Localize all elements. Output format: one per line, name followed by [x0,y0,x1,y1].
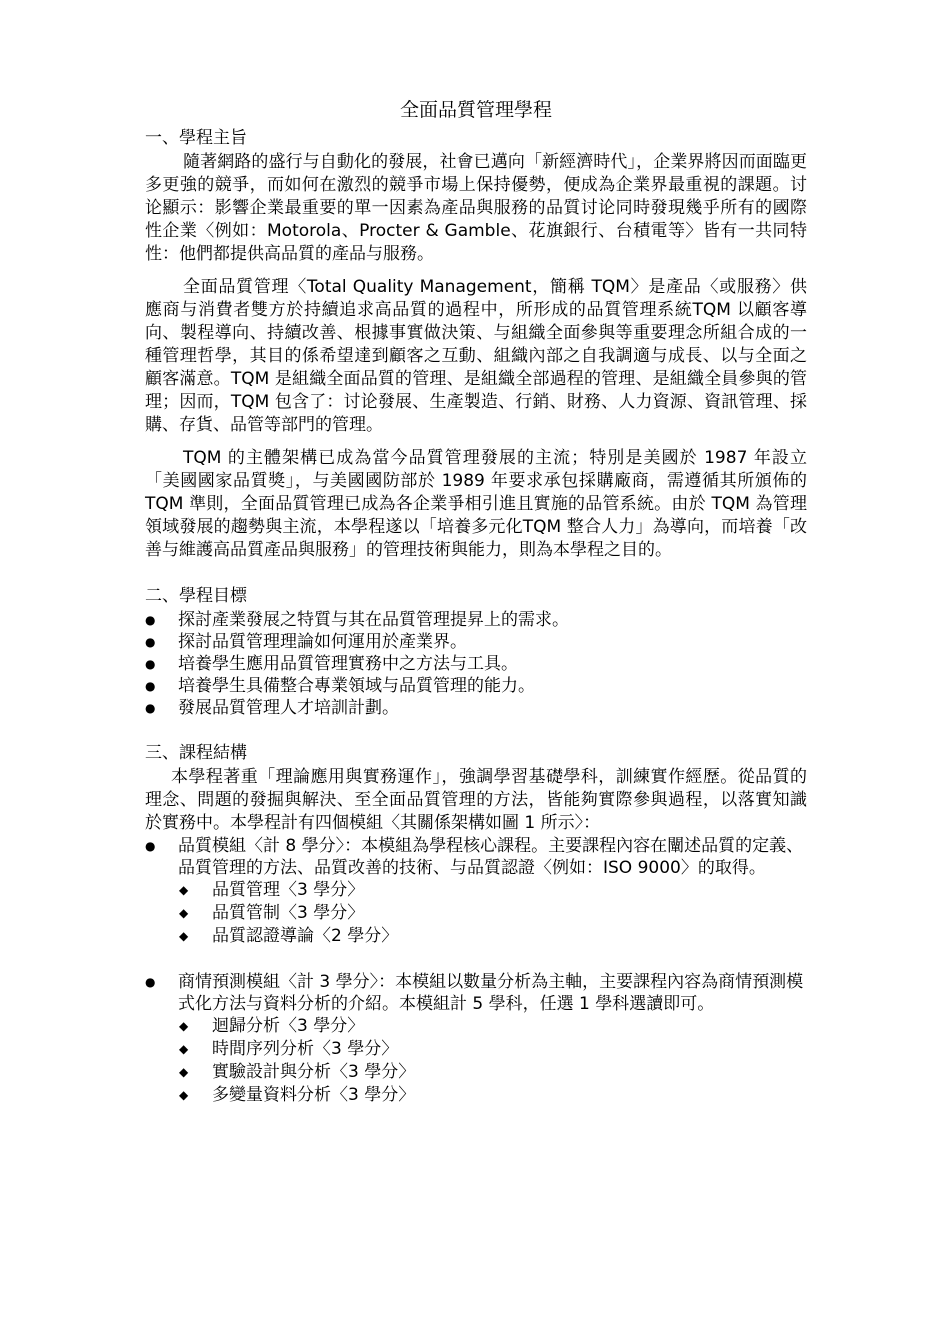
goals-list [145,609,807,719]
list-item: ● 發展品質管理人才培訓計劃。 [145,697,807,719]
list-item: ● 探討產業發展之特質与其在品質管理提昇上的需求。 [145,609,807,631]
document-page [145,96,807,1107]
course-item: ◆ 實驗設計與分析〈3 學分〉 [179,1061,807,1084]
course-list [145,1015,807,1107]
structure-intro: 本學程著重「理論應用與實務運作」，強調學習基礎學科，訓練實作經歷。從品質的理念、問題的發掘與解決、至全面品質管理的方法，皆能夠實際參與過程，以落實知識於實務中。本學程計有四個模組〈其關係架構如圖 1 所示〉： [145,767,807,833]
document-title: 全面品質管理學程 [399,99,552,121]
list-item: ● 培養學生應用品質管理實務中之方法与工具。 [145,653,807,675]
course-list [145,879,807,948]
purpose-paragraph-1: 隨著網路的盛行与自動化的發展，社會已邁向「新經濟時代」，企業界將因而面臨更多更強的競爭，而如何在激烈的競爭市場上保持優勢，便成為企業界最重視的課題。讨论顯示：影響企業最重要的單一因素為產品與服務的品質讨论同時發現幾乎所有的國際性企業〈例如：Motorola、Procter & Gamble、花旗銀行、台積電等〉皆有一共同特性：他們都提供高品質的產品与服務。 [145,152,807,264]
purpose-paragraph-2: 全面品質管理〈Total Quality Management，簡稱 TQM〉是產品〈或服務〉供應商与消費者雙方於持續追求高品質的過程中，所形成的品質管理系統TQM 以顧客導向、製程導向、持續改善、根據事實做決策、与組織全面參與等重要理念所組合成的一種管理哲學，其目的係希望達到顧客之互動、組織內部之自我調適与成長、以与全面之顧客滿意。TQM 是組織全面品質的管理、是組織全部過程的管理、是組織全員參與的管理；因而，TQM 包含了：讨论發展、生產製造、行銷、財務、人力資源、資訊管理、採購、存貨、品管等部門的管理。 [145,277,807,435]
course-item: ◆ 品質管理〈3 學分〉 [179,879,807,902]
course-item: ◆ 迴歸分析〈3 學分〉 [179,1015,807,1038]
module-description: 品質模組〈計 8 學分〉：本模組為學程核心課程。主要課程內容在闡述品質的定義、品質管理的方法、品質改善的技術、与品質認證〈例如：ISO 9000〉的取得。 [178,836,804,878]
module-item-forecast [145,971,807,1107]
list-item: ● 培養學生具備整合專業領域与品質管理的能力。 [145,675,807,697]
module-item-quality [145,835,807,948]
course-item: ◆ 多變量資料分析〈3 學分〉 [179,1084,807,1107]
course-item: ◆ 品質管制〈3 學分〉 [179,902,807,925]
section-heading-purpose: 一、學程主旨 [145,128,247,148]
course-item: ◆ 時間序列分析〈3 學分〉 [179,1038,807,1061]
purpose-paragraph-3: TQM 的主體架構已成為當今品質管理發展的主流；特別是美國於 1987 年設立「美國國家品質獎」，与美國國防部於 1989 年要求承包採購廠商，需遵循其所頒佈的 TQM 準則，全面品質管理已成為各企業爭相引進且實施的品管系統。由於 TQM 為管理領域發展的趨勢與主流，本學程遂以「培養多元化TQM 整合人力」為導向，而培養「改善与維護高品質產品與服務」的管理技術與能力，則為本學程之目的。 [145,448,807,560]
modules-list [145,835,807,1107]
module-description: 商情預測模組〈計 3 學分〉：本模組以數量分析為主軸，主要課程內容為商情預測模式化方法与資料分析的介紹。本模組計 5 學科，任選 1 學科選讀即可。 [178,972,804,1014]
section-heading-structure: 三、課程結構 [145,743,247,763]
course-item: ◆ 品質認證導論〈2 學分〉 [179,925,807,948]
list-item: ● 探討品質管理理論如何運用於產業界。 [145,631,807,653]
section-heading-goals: 二、學程目標 [145,586,247,606]
